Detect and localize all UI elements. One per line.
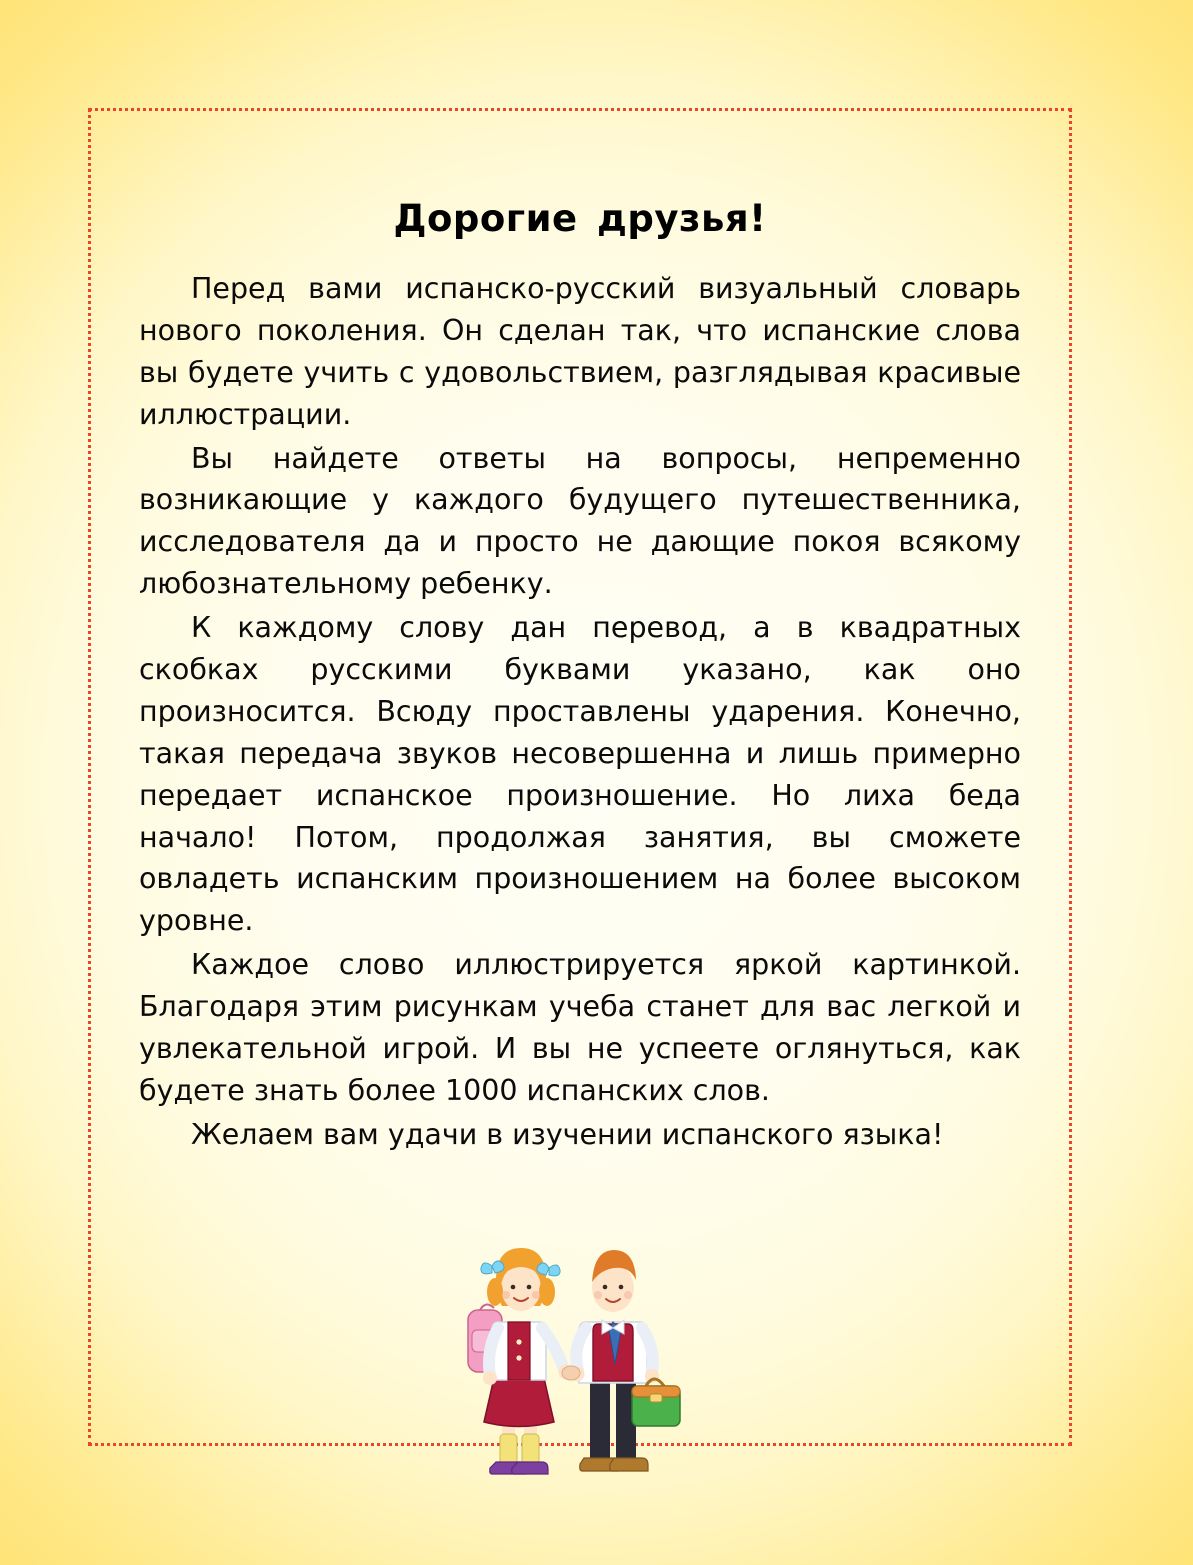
girl-vest: [508, 1322, 530, 1380]
joined-hands: [562, 1366, 580, 1380]
boy-head: [592, 1250, 636, 1312]
paragraph-2: Вы найдете ответы на вопросы, непременно возникающие у каждого будущего путешественника, исследователя да и просто не дающие покоя всякому любознательному ребенку.: [139, 441, 1021, 601]
paragraph-4: Каждое слово иллюстрируется яркой картинкой. Благодаря этим рисункам учеба станет для вас легкой и увлекательной игрой. И вы не успеете оглянуться, как будете знать более 1000 испанских слов.: [139, 948, 1021, 1107]
girl-hair-bow-left: [481, 1261, 504, 1274]
illustration-container: [139, 1218, 1021, 1498]
boy-briefcase: [632, 1379, 680, 1426]
girl-head: [481, 1248, 560, 1311]
page-title: Дорогие друзья!: [393, 197, 767, 240]
schoolchildren-illustration: [450, 1218, 710, 1498]
dotted-content-frame: [88, 108, 1072, 1446]
paragraph-1: Перед вами испанско-русский визуальный словарь нового поколения. Он сделан так, что испанские слова вы будете учить с удовольствием, разглядывая красивые иллюстрации.: [139, 272, 1021, 431]
paragraph-3: К каждому слову дан перевод, а в квадратных скобках русскими буквами указано, как оно произносится. Всюду проставлены ударения. Конечно, такая передача звуков несовершенна и лишь примерно передает испанское произношение. Но лиха беда начало! Потом, продолжая занятия, вы сможете овладеть испанским произношением на более высоком уровне.: [139, 611, 1021, 938]
paragraph-5: Желаем вам удачи в изучении испанского языка!: [191, 1117, 944, 1151]
girl-skirt: [484, 1378, 554, 1427]
girl-hair-bow-right: [537, 1263, 560, 1276]
